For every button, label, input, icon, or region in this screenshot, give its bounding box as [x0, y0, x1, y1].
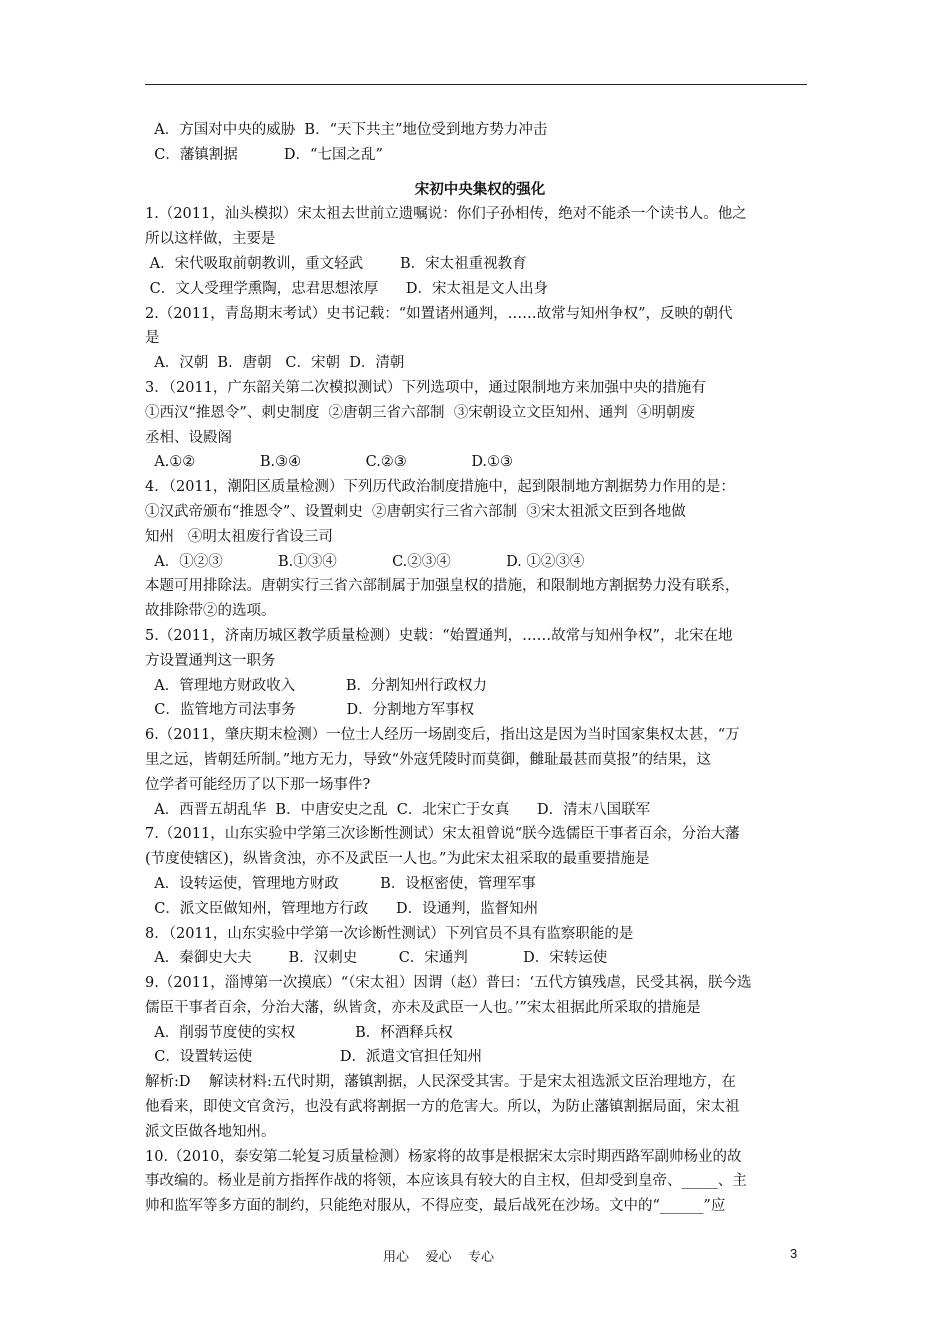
- text-line: C．监管地方司法事务 D．分割地方军事权: [145, 702, 475, 719]
- section-title: 宋初中央集权的强化: [414, 180, 546, 198]
- text-line: A．西晋五胡乱华 B．中唐安史之乱 C．北宋亡于女真 D．清末八国联军: [145, 801, 651, 818]
- text-line: 位学者可能经历了以下那一场事件?: [145, 776, 371, 793]
- text-line: A．①②③ B.①③④ C.②③④ D. ①②③④: [145, 553, 585, 570]
- text-line: A.①② B.③④ C.②③ D.①③: [145, 454, 514, 471]
- text-line: 3．（2011，广东韶关第二次模拟测试）下列选项中，通过限制地方来加强中央的措施有: [145, 379, 706, 396]
- text-line: C．派文臣做知州，管理地方行政 D．设通判，监督知州: [145, 900, 539, 917]
- text-line: A．方国对中央的威胁 B．“天下共主”地位受到地方势力冲击: [145, 122, 548, 138]
- text-line: 5.（2011，济南历城区教学质量检测）史载：“始置通判，……故常与知州争权”，北宋在地: [145, 627, 733, 644]
- text-line: 9.（2011，淄博第一次摸底）“（宋太祖）因谓（赵）普曰：‘五代方镇残虐，民受其祸，朕今选: [145, 975, 752, 992]
- document-body: [145, 118, 815, 1219]
- text-line: C．设置转运使 D．派遣文官担任知州: [145, 1049, 483, 1066]
- text-line: 所以这样做，主要是: [145, 231, 276, 248]
- text-line: A．管理地方财政收入 B．分割知州行政权力: [145, 677, 488, 694]
- footer-motto: 用心 爱心 专心: [383, 1250, 495, 1265]
- text-line: 2.（2011，青岛期末考试）史书记载：“如置诸州通判，……故常与知州争权”，反映的朝代: [145, 305, 733, 322]
- text-line: A．设转运使，管理地方财政 B．设枢密使，管理军事: [145, 875, 536, 892]
- page-number: 3: [790, 1246, 798, 1261]
- text-line: 儒臣干事者百余，分治大藩，纵皆贪，亦未及武臣一人也。’”宋太祖据此所采取的措施是: [145, 999, 701, 1016]
- text-line: A．秦御史大夫 B．汉刺史 C．宋通判 D．宋转运使: [145, 950, 608, 967]
- text-line: 他看来，即使文官贪污，也没有武将割据一方的危害大。所以，为防止藩镇割据局面，宋太祖: [145, 1099, 740, 1116]
- text-line: 里之远，皆朝廷所制。”地方无力，导致“外寇凭陵时而莫御，雠耻最甚而莫报”的结果，这: [145, 751, 711, 768]
- text-line: 是: [145, 330, 160, 347]
- text-line: 故排除带②的选项。: [145, 603, 276, 620]
- text-line: 4．（2011，潮阳区质量检测）下列历代政治制度措施中，起到限制地方割据势力作用的是：: [145, 479, 735, 496]
- text-line: 帅和监军等多方面的制约，只能绝对服从，不得应变，最后战死在沙场。文中的“______”应: [145, 1198, 726, 1215]
- text-line: (节度使辖区)，纵皆贪浊，亦不及武臣一人也。”为此宋太祖采取的最重要措施是: [145, 851, 650, 868]
- text-line: ①西汉“推恩令”、刺史制度 ②唐朝三省六部制 ③宋朝设立文臣知州、通判 ④明朝废: [145, 404, 695, 421]
- text-line: 丞相、设殿阁: [145, 429, 232, 446]
- text-line: 知州 ④明太祖废行省设三司: [145, 528, 333, 545]
- header-rule: [145, 84, 807, 85]
- text-line: 方设置通判这一职务: [145, 652, 276, 669]
- text-line: 本题可用排除法。唐朝实行三省六部制属于加强皇权的措施，和限制地方割据势力没有联系，: [145, 578, 740, 595]
- text-line: A．汉朝 B．唐朝 C．宋朝 D．清朝: [145, 355, 405, 372]
- text-line: C．文人受理学熏陶，忠君思想浓厚 D．宋太祖是文人出身: [145, 280, 548, 297]
- text-line: 解析:D 解读材料:五代时期，藩镇割据，人民深受其害。于是宋太祖选派文臣治理地方，在: [145, 1074, 736, 1091]
- text-line: 10.（2010，泰安第二轮复习质量检测）杨家将的故事是根据宋太宗时期西路军副帅杨业的故: [145, 1148, 742, 1165]
- text-line: A．宋代吸取前朝教训，重文轻武 B．宋太祖重视教育: [145, 255, 527, 272]
- text-line: C．藩镇割据 D．“七国之乱”: [145, 146, 383, 163]
- text-line: 6.（2011，肇庆期末检测）一位士人经历一场剧变后，指出这是因为当时国家集权太甚，“万: [145, 727, 740, 744]
- text-line: 派文臣做各地知州。: [145, 1123, 276, 1140]
- text-line: 1.（2011，汕头模拟）宋太祖去世前立遗嘱说：你们子孙相传，绝对不能杀一个读书人。他之: [145, 206, 747, 223]
- text-line: A．削弱节度使的实权 B．杯酒释兵权: [145, 1024, 453, 1041]
- text-line: 7.（2011，山东实验中学第三次诊断性测试）宋太祖曾说“朕今选儒臣干事者百余，分治大藩: [145, 826, 740, 843]
- text-line: ①汉武帝颁布“推恩令”、设置刺史 ②唐朝实行三省六部制 ③宋太祖派文臣到各地做: [145, 503, 686, 520]
- text-line: 8．（2011，山东实验中学第一次诊断性测试）下列官员不具有监察职能的是: [145, 925, 634, 942]
- text-line: 事改编的。杨业是前方指挥作战的将领，本应该具有较大的自主权，但却受到皇帝、_____、主: [145, 1173, 747, 1190]
- spacer: [145, 168, 815, 178]
